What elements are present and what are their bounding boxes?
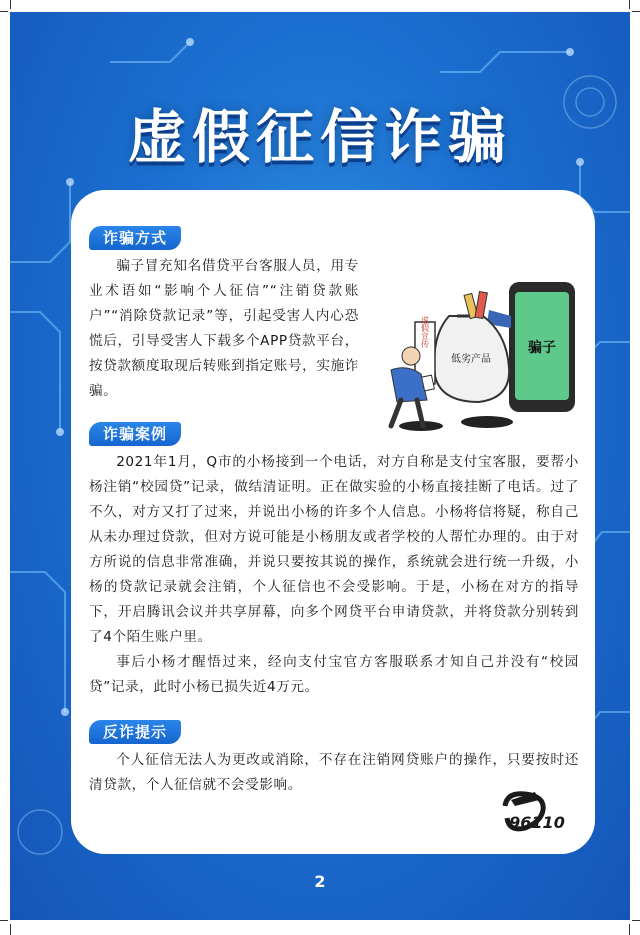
fraud-illustration [361, 276, 591, 436]
crop-mark [0, 920, 8, 921]
page-number: 2 [314, 872, 326, 891]
person-head [402, 347, 420, 365]
poster-page [10, 12, 630, 920]
crop-mark [632, 920, 640, 921]
crop-mark [10, 924, 11, 935]
method-paragraph: 骗子冒充知名借贷平台客服人员，用专业术语如“影响个人征信”“注销贷款账户”“消除贷款记录”等，引起受害人内心恐慌后，引导受害人下载多个APP贷款平台，按贷款额度取现后转账到指定账号，实施诈骗。 [89, 258, 359, 399]
case-paragraph-followup: 事后小杨才醒悟过来，经向支付宝官方客服联系才知自己并没有“校园贷”记录，此时小杨已损失近4万元。 [89, 654, 579, 695]
crop-mark [10, 0, 11, 9]
phone-label: 骗子 [528, 340, 556, 356]
bag-label: 低劣产品 [451, 354, 491, 365]
section-heading-tip: 反诈提示 [89, 720, 181, 744]
crop-mark [629, 924, 630, 935]
logo-number: 96110 [509, 813, 565, 832]
section-heading-case: 诈骗案例 [89, 422, 181, 446]
crop-mark [629, 0, 630, 9]
crop-mark [0, 11, 8, 12]
section-heading-method: 诈骗方式 [89, 226, 181, 250]
anti-fraud-96110-logo [495, 788, 577, 842]
hole-shape [461, 416, 513, 428]
case-paragraph: 2021年1月，Q市的小杨接到一个电话，对方自称是支付宝客服，要帮小杨注销“校园贷”记录，做结清证明。正在做实验的小杨直接挂断了电话。过了不久，对方又打了过来，并说出小杨的许多个人信息。小杨将信将疑，称自己从未办理过贷款，但对方说可能是小杨朋友或者学校的人帮忙办理的。由于对方所说的信息非常准确，并说只要按其说的操作，系统就会进行统一升级，小杨的贷款记录就会注销，个人征信也不会受影响。于是，小杨在对方的指导下，开启腾讯会议并共享屏幕，向多个网贷平台申请贷款，并将贷款分别转到了4个陌生账户里。 [89, 454, 579, 645]
page-title: 虚假征信诈骗 [127, 103, 512, 171]
content-card [71, 190, 595, 854]
crop-mark [632, 11, 640, 12]
tip-paragraph: 个人征信无法人为更改或消除，不存在注销网贷账户的操作，只要按时还清贷款，个人征信就不会受影响。 [89, 752, 579, 793]
banner-label: 虚假宣传 [420, 316, 430, 348]
